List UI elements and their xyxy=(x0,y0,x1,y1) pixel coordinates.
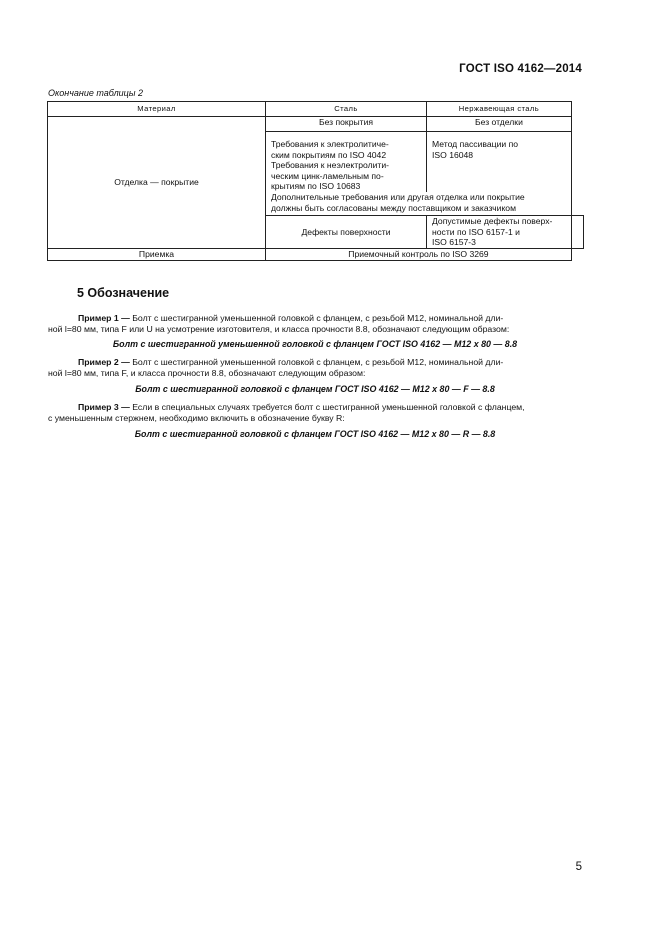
header-material: Материал xyxy=(48,102,266,117)
example-2-line-1: Болт с шестигранной уменьшенной головкой с фланцем, с резьбой M12, номинальной дли- xyxy=(132,357,504,367)
section-title: 5 Обозначение xyxy=(77,286,170,300)
text-line: ческим цинк-ламельным по- xyxy=(271,170,384,181)
example-2-line-2: ной l=80 мм, типа F, и класса прочности 8.8, обозначают следующим образом: xyxy=(48,368,366,379)
text-line: ISO 16048 xyxy=(432,149,474,160)
example-2-label: Пример 2 — xyxy=(78,357,130,367)
steel-defects-cell xyxy=(427,216,572,249)
page-number: 5 xyxy=(575,861,582,873)
text-line: крытиям по ISO 10683 xyxy=(271,181,361,192)
example-1-label: Пример 1 — xyxy=(78,313,130,323)
text-line: должны быть согласованы между поставщиком и заказчиком xyxy=(271,202,516,213)
example-3-designation: Болт с шестигранной головкой с фланцем ГОСТ ISO 4162 — M12 x 80 — R — 8.8 xyxy=(134,429,496,439)
acceptance-value-cell: Приемочный контроль по ISO 3269 xyxy=(266,248,572,260)
finish-label-cell: Отделка — покрытие xyxy=(48,117,266,249)
example-2-paragraph xyxy=(48,357,582,379)
stainless-finish-subheader: Без отделки xyxy=(427,117,572,132)
stainless-defects-cell xyxy=(571,216,583,249)
table-header-row xyxy=(48,102,584,117)
text-line: Допустимые дефекты поверх- xyxy=(432,216,553,227)
steel-finish-subheader: Без покрытия xyxy=(266,117,427,132)
finish-agreement-note xyxy=(266,192,572,216)
example-1-line-1: Болт с шестигранной уменьшенной головкой с фланцем, с резьбой M12, номинальной дли- xyxy=(132,313,504,323)
text-line: Дополнительные требования или другая отделка или покрытие xyxy=(271,191,525,202)
example-3-line-2: с уменьшенным стержнем, необходимо включить в обозначение букву R: xyxy=(48,413,345,424)
specification-table xyxy=(47,101,584,261)
steel-finish-requirements xyxy=(266,132,427,192)
example-3-line-1: Если в специальных случаях требуется болт с шестигранной уменьшенной головкой с фланцем, xyxy=(132,402,525,412)
example-3-paragraph xyxy=(48,402,582,424)
example-1-line-2: ной l=80 мм, типа F или U на усмотрение изготовителя, и класса прочности 8.8, обозначают следующим образом: xyxy=(48,324,510,335)
table-row-finish xyxy=(48,117,584,132)
header-stainless-steel: Нержавеющая сталь xyxy=(427,102,572,117)
text-line: ности по ISO 6157-1 и xyxy=(432,226,520,237)
defects-label-cell: Дефекты поверхности xyxy=(266,216,427,249)
example-1-designation: Болт с шестигранной уменьшенной головкой с фланцем ГОСТ ISO 4162 — M12 x 80 — 8.8 xyxy=(112,339,518,349)
text-line: Требования к электролитиче- xyxy=(271,139,389,149)
table-caption: Окончание таблицы 2 xyxy=(48,88,143,98)
text-line: Метод пассивации по xyxy=(432,139,519,149)
text-line: ISO 6157-3 xyxy=(432,237,476,248)
header-steel: Сталь xyxy=(266,102,427,117)
text-line: Требования к неэлектролити- xyxy=(271,160,390,171)
document-code: ГОСТ ISO 4162—2014 xyxy=(459,63,582,75)
acceptance-label-cell: Приемка xyxy=(48,248,266,260)
stainless-finish-requirements xyxy=(427,132,572,192)
example-1-paragraph xyxy=(48,313,582,335)
table-row-acceptance xyxy=(48,248,584,260)
text-line: ским покрытиям по ISO 4042 xyxy=(271,149,387,160)
example-3-label: Пример 3 — xyxy=(78,402,130,412)
example-2-designation: Болт с шестигранной головкой с фланцем ГОСТ ISO 4162 — M12 x 80 — F — 8.8 xyxy=(135,384,495,394)
